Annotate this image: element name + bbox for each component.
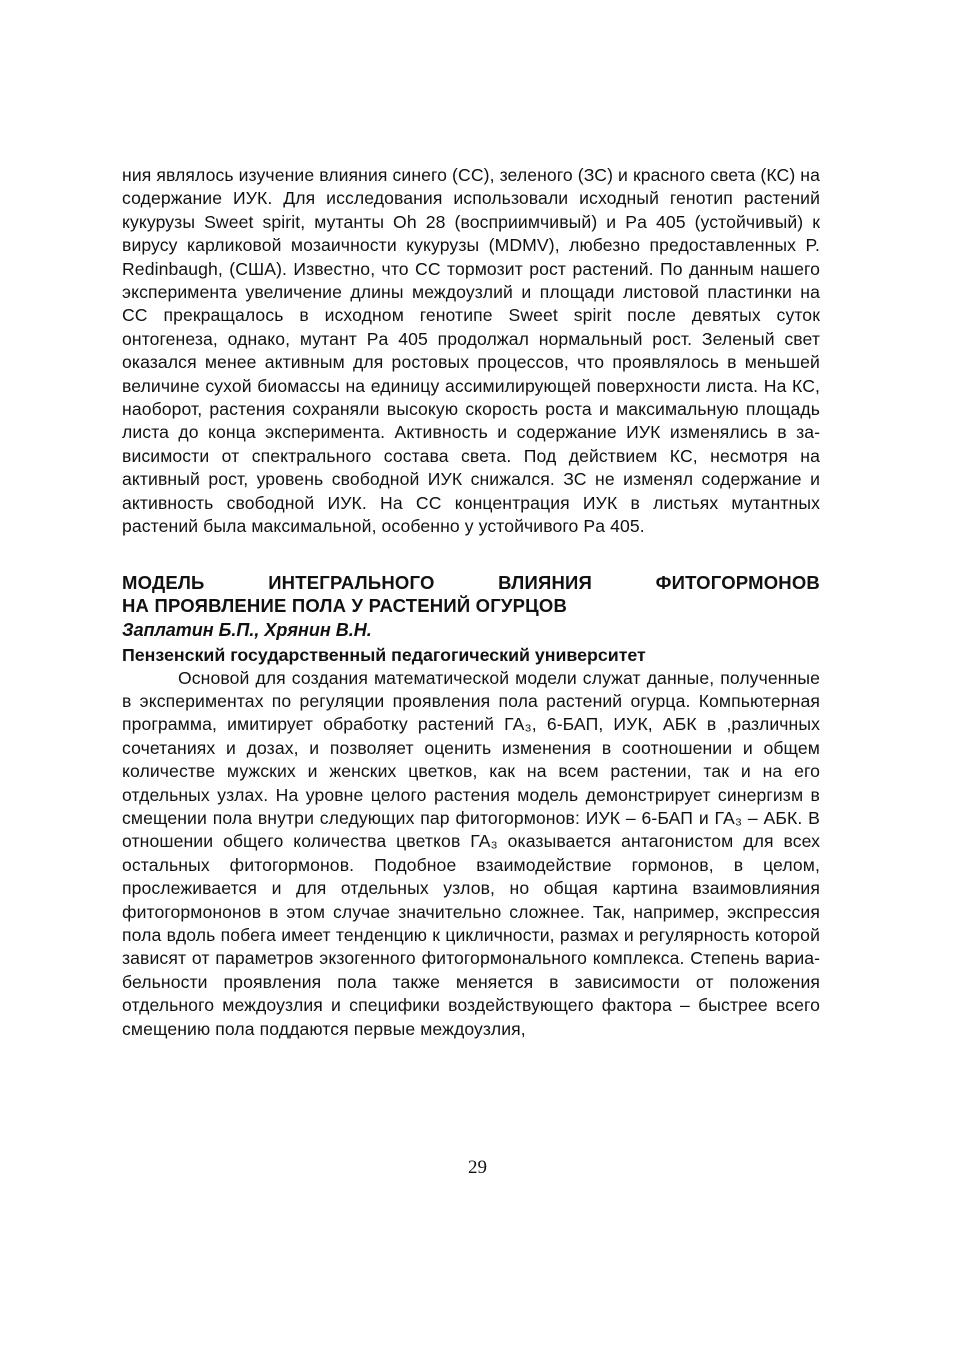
page-number: 29 (468, 1157, 487, 1178)
authors: Заплатин Б.П., Хрянин В.Н. (122, 619, 372, 640)
section-title (122, 571, 820, 617)
page-content (122, 164, 820, 1041)
body-paragraph-continued: ния являлось изучение влияния синего (СС), зеленого (ЗС) и красного света (КС) на содержание ИУК. Для исследования использовали исходный генотип растений кукурузы Sweet spirit, мутанты Oh 28 (восприимчивый) и Pa 405 (устойчивый) к вирусу карликовой мозаичности кукурузы (MDMV), любезно предоставленных P. Redinbaugh, (США). Известно, что СС тормозит рост растений. По данным нашего эксперимента увеличение длины междоузлий и площади листовой пластинки на СС прекращалось в исходном генотипе Sweet spirit после девятых суток онтогенеза, однако, мутант Pa 405 продолжал нормальный рост. Зеленый свет оказался менее активным для ростовых процессов, что проявлялось в меньшей величине сухой биомассы на единицу ассимилирующей поверхности листа. На КС, наоборот, растения сохраняли высокую скорость роста и максимальную площадь листа до конца эксперимента. Активность и содержание ИУК изменялись в зависимости от спектрального состава света. Под действием КС, несмотря на активный рост, уровень свободной ИУК снижался. ЗС не изменял содержание и активность свободной ИУК. На СС концентрация ИУК в листьях мутантных растений была максимальной, особенно у устойчивого Pa 405. (122, 165, 820, 537)
section-title-line-2: НА ПРОЯВЛЕНИЕ ПОЛА У РАСТЕНИЙ ОГУРЦОВ (122, 594, 568, 616)
section-paragraph: Основой для создания математической модели служат данные, полученные в экспериментах по регуляции проявления пола растений огурца. Компьютерная программа, имитирует обработку растений ГА₃, 6-БАП, ИУК, АБК в ,различных сочетаниях и дозах, и позволяет оценить изменения в соотношении и общем количестве мужских и женских цветков, как на всем растении, так и на его отдельных узлах. На уровне целого растения модель демонстрирует синергизм в смещении пола внутри следующих пар фитогормонов: ИУК – 6-БАП и ГА₃ – АБК. В отношении общего количества цветков ГА₃ оказывается антагонистом для всех остальных фитогормонов. Подобное взаимодействие гормонов, в целом, прослеживается и для отдельных узлов, но общая картина взаимовлияния фитогормононов в этом случае значительно сложнее. Так, например, экспрессия пола вдоль побега имеет тенденцию к цикличности, размах и регулярность которой зависят от параметров экзогенного фитогормонального комплекса. Степень вариабельности проявления пола также меняется в зависимости от положения отдельного междоузлия и специфики воздействующего фактора – быстрее всего смещению пола поддаются первые междоузлия, (122, 667, 820, 1039)
section-title-line-1: МОДЕЛЬ ИНТЕГРАЛЬНОГО ВЛИЯНИЯ ФИТОГОРМОНОВ (122, 571, 820, 593)
affiliation: Пензенский государственный педагогический университет (122, 644, 646, 665)
